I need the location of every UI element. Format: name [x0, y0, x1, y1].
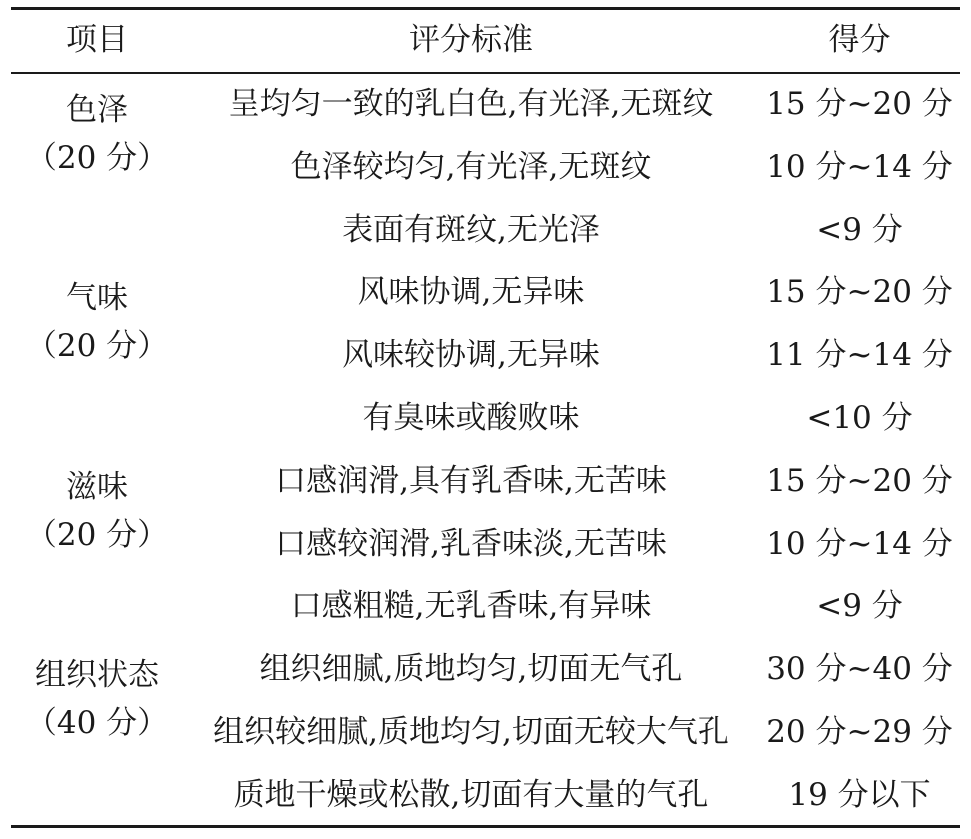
- score-cell: <9 分: [816, 212, 903, 248]
- criteria-cell: 风味协调,无异味: [357, 274, 585, 310]
- item-name: 色泽: [66, 92, 128, 128]
- score-cell: <9 分: [816, 588, 903, 624]
- score-cell: 30 分~40 分: [766, 651, 953, 687]
- score-cell: 11 分~14 分: [766, 337, 953, 373]
- score-cell: 15 分~20 分: [766, 463, 953, 499]
- criteria-cell: 风味较协调,无异味: [342, 337, 600, 373]
- table-top-rule: [11, 7, 960, 10]
- criteria-cell: 质地干燥或松散,切面有大量的气孔: [233, 777, 709, 813]
- score-cell: 15 分~20 分: [766, 86, 953, 122]
- header-item: 项目: [66, 22, 128, 58]
- criteria-cell: 口感粗糙,无乳香味,有异味: [290, 588, 652, 624]
- criteria-cell: 口感较润滑,乳香味淡,无苦味: [275, 526, 667, 562]
- item-name: 气味: [66, 280, 128, 316]
- score-cell: <10 分: [806, 400, 913, 436]
- table-header-rule: [11, 72, 960, 74]
- table-bottom-rule: [11, 825, 960, 828]
- item-full-score: （20 分）: [25, 517, 169, 553]
- header-score: 得分: [828, 22, 891, 58]
- criteria-cell: 有臭味或酸败味: [362, 400, 580, 436]
- item-full-score: （20 分）: [25, 140, 169, 176]
- item-full-score: （40 分）: [25, 705, 169, 741]
- criteria-cell: 呈均匀一致的乳白色,有光泽,无斑纹: [228, 86, 714, 122]
- score-cell: 19 分以下: [788, 777, 931, 813]
- item-name: 滋味: [66, 469, 128, 505]
- header-criteria: 评分标准: [409, 22, 533, 58]
- criteria-cell: 组织较细腻,质地均匀,切面无较大气孔: [213, 714, 729, 750]
- criteria-cell: 组织细腻,质地均匀,切面无气孔: [259, 651, 683, 687]
- criteria-cell: 表面有斑纹,无光泽: [342, 212, 600, 248]
- criteria-cell: 色泽较均匀,有光泽,无斑纹: [290, 149, 652, 185]
- score-cell: 10 分~14 分: [766, 149, 953, 185]
- score-cell: 20 分~29 分: [766, 714, 953, 750]
- criteria-cell: 口感润滑,具有乳香味,无苦味: [275, 463, 667, 499]
- score-cell: 10 分~14 分: [766, 526, 953, 562]
- item-name: 组织状态: [35, 657, 159, 693]
- item-full-score: （20 分）: [25, 328, 169, 364]
- score-cell: 15 分~20 分: [766, 274, 953, 310]
